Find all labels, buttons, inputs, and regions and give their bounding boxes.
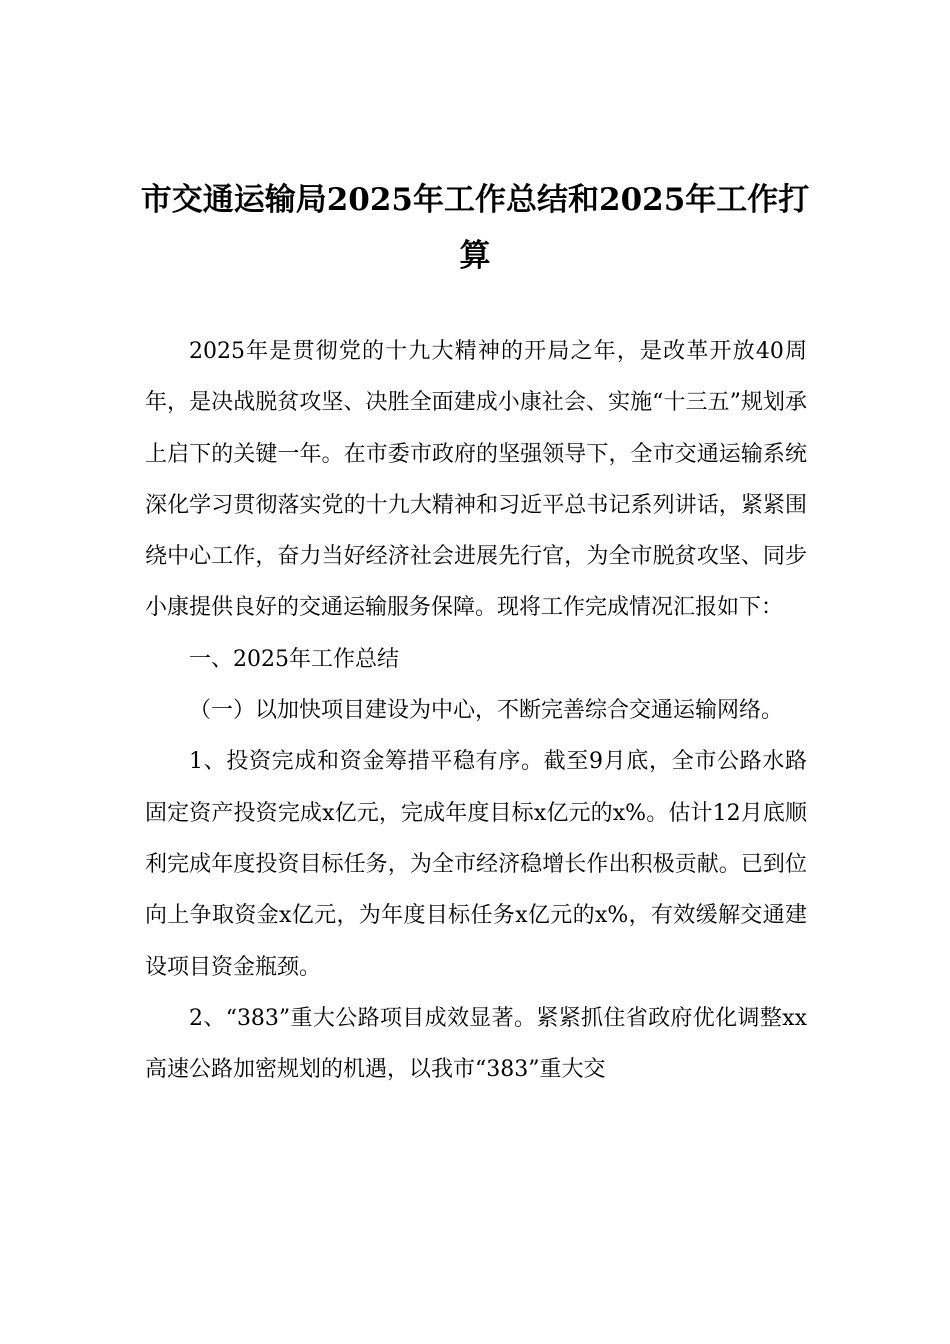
body-paragraph: 2、“383”重大公路项目成效显著。紧紧抓住省政府优化调整xx高速公路加密规划的机遇，以我市“383”重大交 <box>145 1005 807 1083</box>
intro-paragraph: 2025年是贯彻党的十九大精神的开局之年，是改革开放40周年，是决战脱贫攻坚、决胜全面建成小康社会、实施“十三五”规划承上启下的关键一年。在市委市政府的坚强领导下，全市交通运输系统深化学习贯彻落实党的十九大精神和习近平总书记系列讲话，紧紧围绕中心工作，奋力当好经济社会进展先行官，为全市脱贫攻坚、同步小康提供良好的交通运输服务保障。现将工作完成情况汇报如下： <box>145 339 807 621</box>
document-body <box>145 326 807 1095</box>
section-heading: 一、2025年工作总结 <box>189 646 399 672</box>
body-paragraph: 1、投资完成和资金筹措平稳有序。截至9月底，全市公路水路固定资产投资完成x亿元，完成年度目标x亿元的x%。估计12月底顺利完成年度投资目标任务，为全市经济稳增长作出积极贡献。已到位向上争取资金x亿元，为年度目标任务x亿元的x%，有效缓解交通建设项目资金瓶颈。 <box>145 749 807 980</box>
document-title: 市交通运输局2025年工作总结和2025年工作打算 <box>140 182 810 274</box>
subsection-heading: （一）以加快项目建设为中心，不断完善综合交通运输网络。 <box>189 698 784 724</box>
